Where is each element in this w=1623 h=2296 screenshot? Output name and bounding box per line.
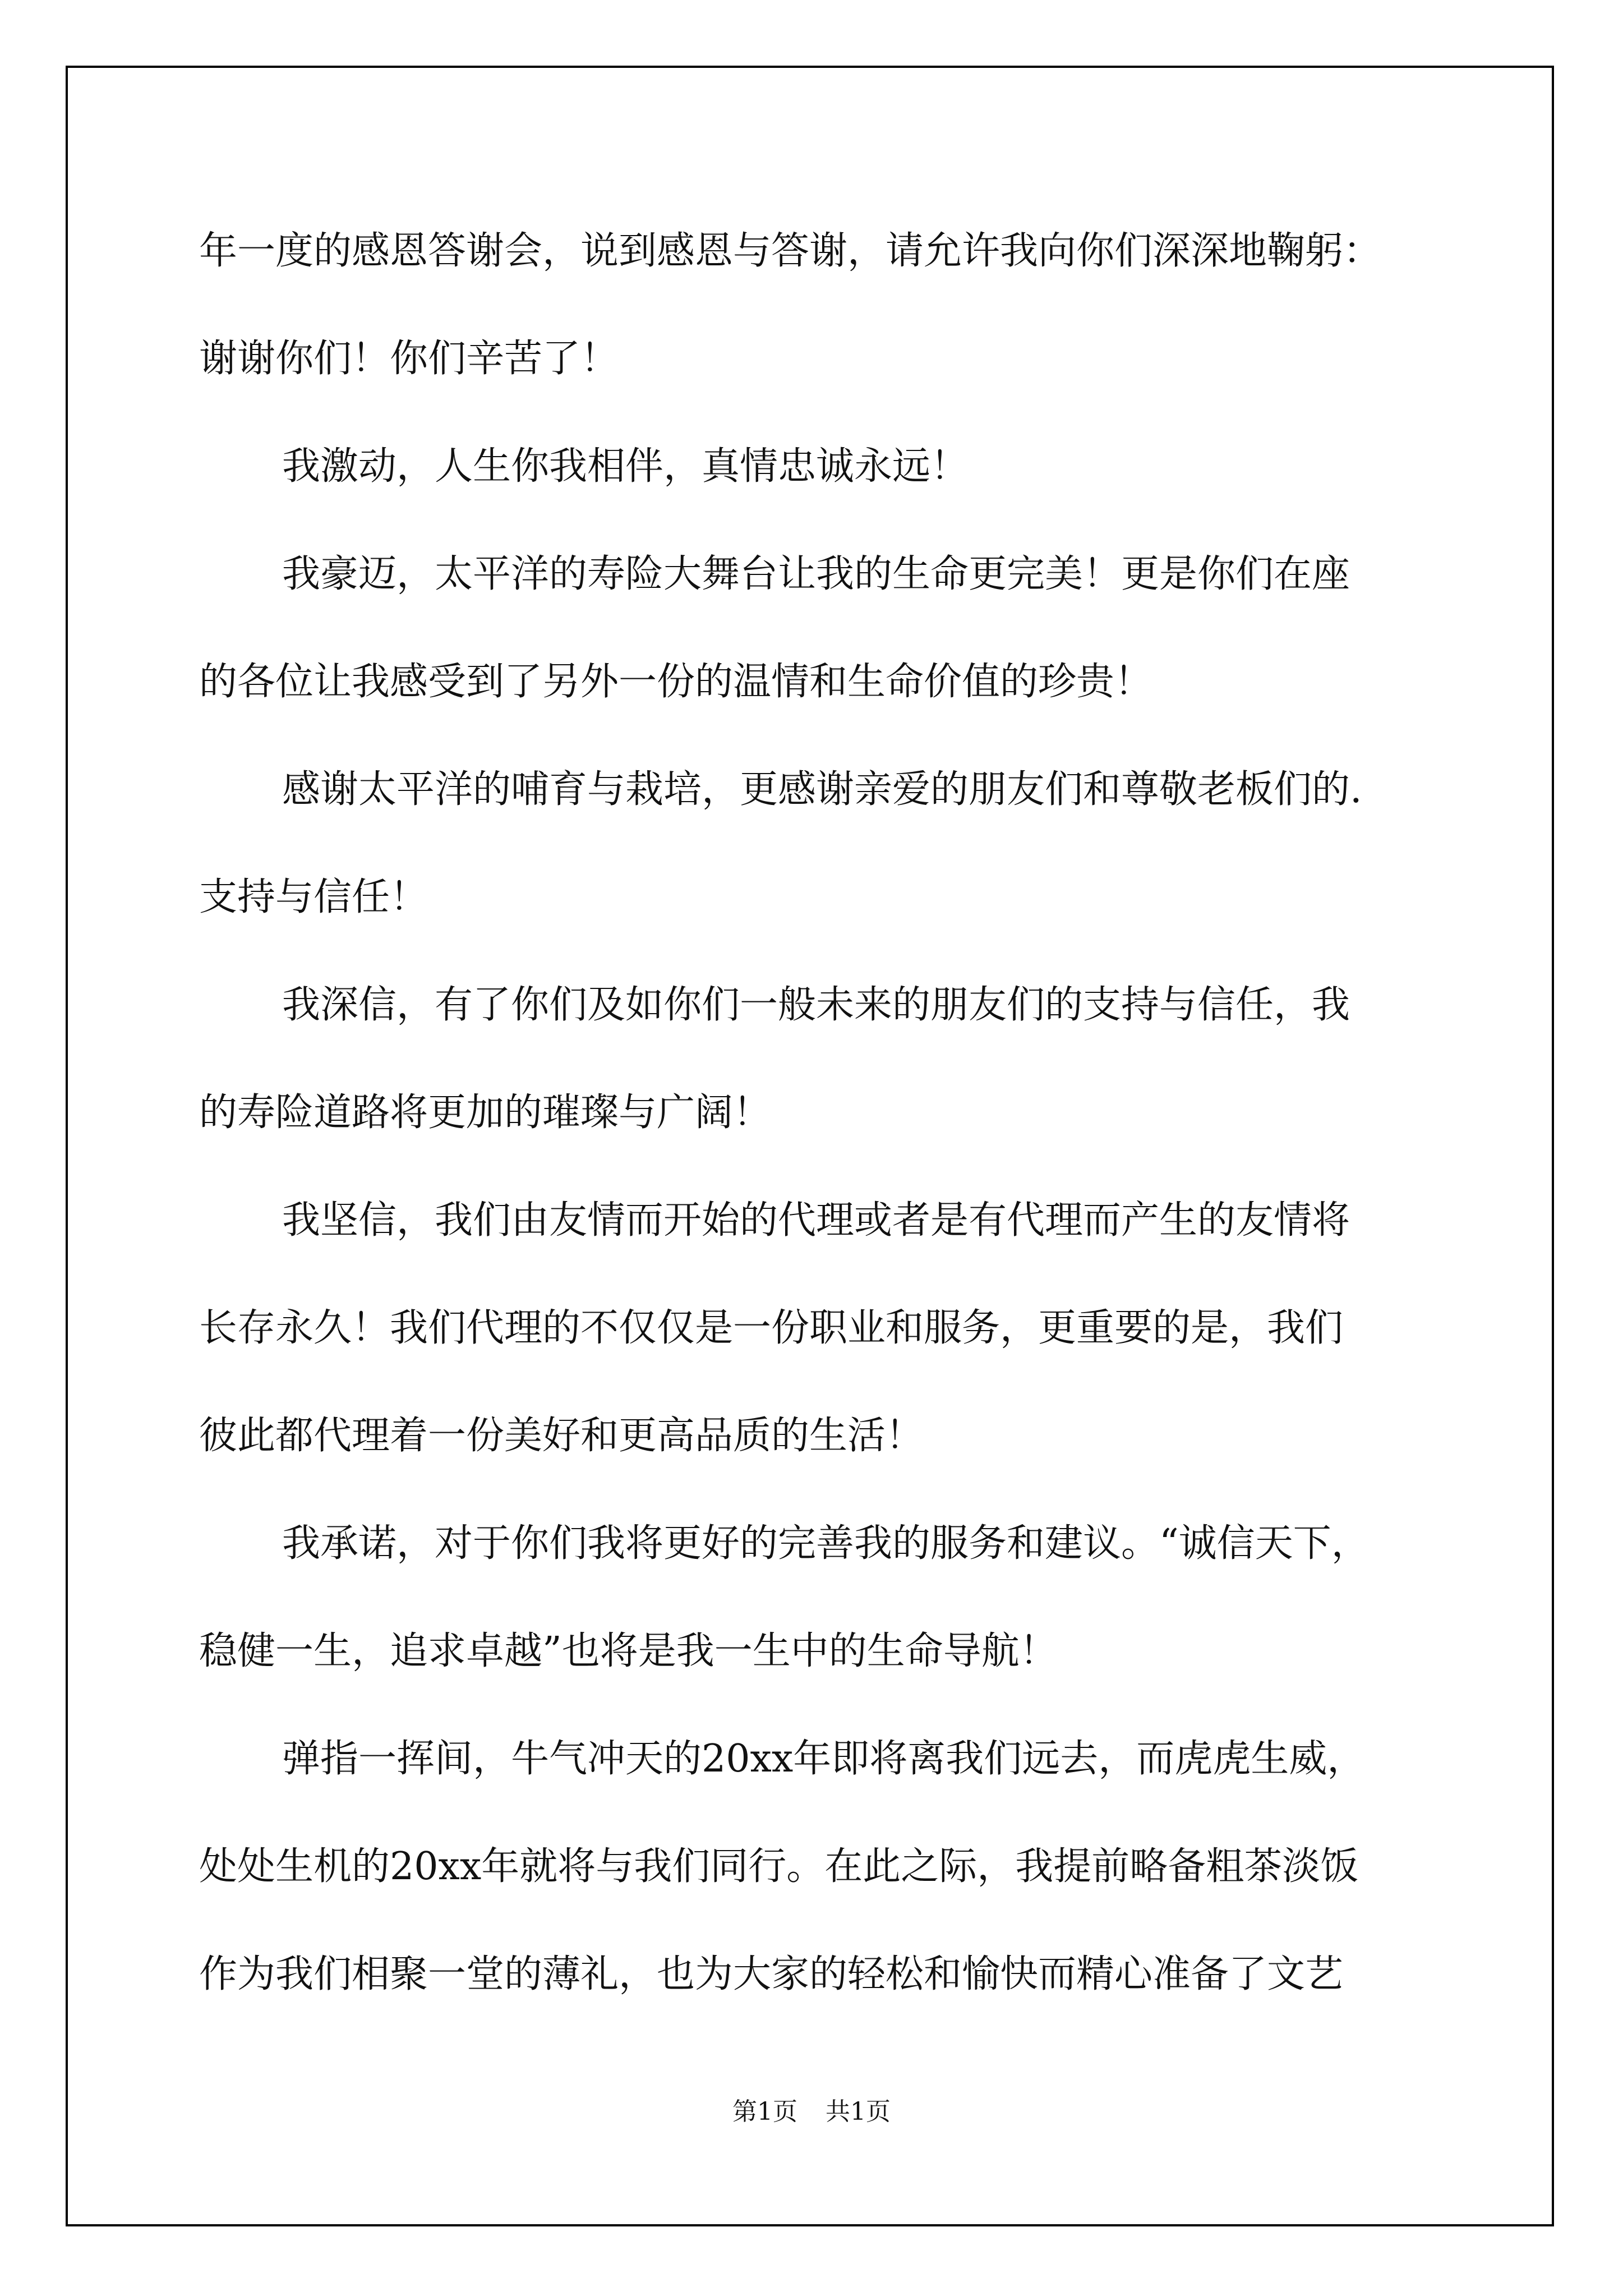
text-line: 长存永久！我们代理的不仅仅是一份职业和服务，更重要的是，我们	[199, 1306, 1344, 1350]
document-body	[199, 197, 1438, 2028]
paragraph-start-line: 弹指一挥间，牛气冲天的20xx年即将离我们远去，而虎虎生威，	[282, 1737, 1366, 1781]
paragraph-start-line: 我豪迈，太平洋的寿险大舞台让我的生命更完美！更是你们在座	[282, 552, 1350, 596]
paragraph-start-line: 我坚信，我们由友情而开始的代理或者是有代理而产生的友情将	[282, 1198, 1350, 1243]
paragraph-start-line: 我激动，人生你我相伴，真情忠诚永远！	[282, 444, 969, 489]
text-line: 的各位让我感受到了另外一份的温情和生命价值的珍贵！	[199, 660, 1153, 704]
paragraph-start-line: 我承诺，对于你们我将更好的完善我的服务和建议。“诚信天下，	[282, 1521, 1370, 1566]
paragraph-start-line: 感谢太平洋的哺育与栽培，更感谢亲爱的朋友们和尊敬老板们的.	[282, 767, 1362, 812]
text-line: 年一度的感恩答谢会，说到感恩与答谢，请允许我向你们深深地鞠躬：	[199, 229, 1382, 273]
text-line: 稳健一生，追求卓越”也将是我一生中的生命导航！	[199, 1629, 1058, 1673]
text-line: 的寿险道路将更加的璀璨与广阔！	[199, 1091, 772, 1135]
page-footer	[0, 2091, 1623, 2127]
text-line: 谢谢你们！你们辛苦了！	[199, 337, 619, 381]
text-line: 处处生机的20xx年就将与我们同行。在此之际，我提前略备粗茶淡饭	[199, 1844, 1359, 1889]
text-line: 支持与信任！	[199, 875, 428, 919]
paragraph-start-line: 我深信，有了你们及如你们一般未来的朋友们的支持与信任，我	[282, 983, 1350, 1027]
text-line: 彼此都代理着一份美好和更高品质的生活！	[199, 1414, 924, 1458]
text-line: 作为我们相聚一堂的薄礼，也为大家的轻松和愉快而精心准备了文艺	[199, 1952, 1344, 1996]
page-number-current: 第1页	[732, 2097, 797, 2126]
page-number-total: 共1页	[826, 2097, 891, 2126]
